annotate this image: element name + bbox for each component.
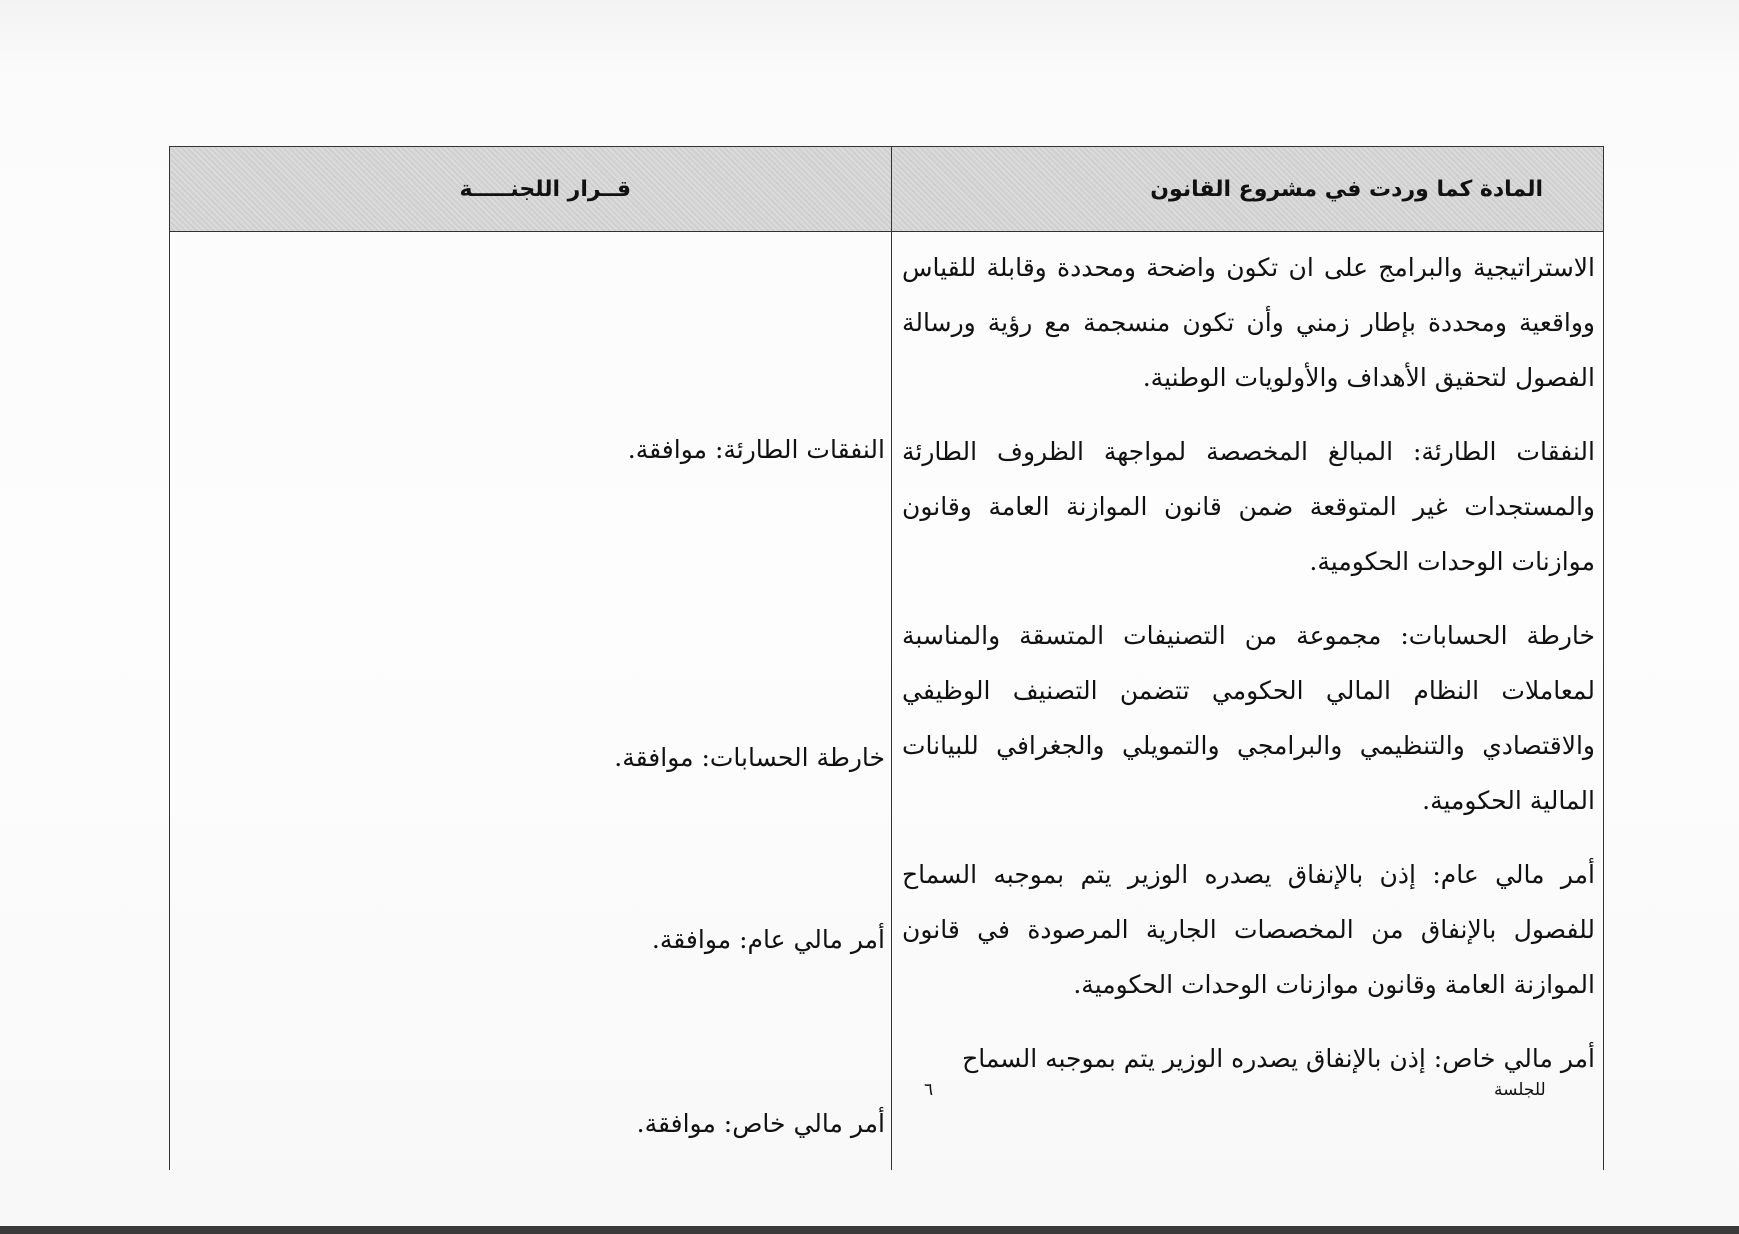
article-paragraph: أمر مالي خاص: إذن بالإنفاق يصدره الوزير يتم بموجبه السماح xyxy=(962,1044,1595,1073)
article-cell xyxy=(892,232,1604,1171)
decision-cell xyxy=(170,232,892,1171)
decision-entry: النفقات الطارئة: موافقة. xyxy=(627,435,885,464)
article-column-header: المادة كما وردت في مشروع القانون xyxy=(892,147,1604,232)
decision-entry: أمر مالي عام: موافقة. xyxy=(651,925,885,954)
scan-edge xyxy=(0,1226,1739,1234)
comparison-table xyxy=(169,146,1604,1170)
decision-column-header: قــرار اللجنـــــة xyxy=(170,147,892,232)
page-number: ٦ xyxy=(924,1080,934,1100)
article-paragraph: الاستراتيجية والبرامج على ان تكون واضحة ومحددة وقابلة للقياس وواقعية ومحددة بإطار زمني وأن تكون منسجمة مع رؤية ورسالة الفصول لتحقيق الأهداف والأولويات الوطنية. xyxy=(902,253,1595,392)
table-header-row xyxy=(170,147,1604,232)
decision-entry: خارطة الحسابات: موافقة. xyxy=(614,743,885,772)
article-paragraph: النفقات الطارئة: المبالغ المخصصة لمواجهة الظروف الطارئة والمستجدات غير المتوقعة ضمن قانون الموازنة العامة وقانون موازنات الوحدات الحكومية. xyxy=(902,437,1595,576)
article-paragraph: خارطة الحسابات: مجموعة من التصنيفات المتسقة والمناسبة لمعاملات النظام المالي الحكومي تتضمن التصنيف الوظيفي والاقتصادي والتنظيمي والبرامجي والتمويلي والجغرافي للبيانات المالية الحكومية. xyxy=(902,621,1595,815)
table-body-row xyxy=(170,232,1604,1171)
footer-note: للجلسة xyxy=(1494,1080,1546,1100)
decision-entry: أمر مالي خاص: موافقة. xyxy=(636,1109,885,1138)
article-paragraph: أمر مالي عام: إذن بالإنفاق يصدره الوزير يتم بموجبه السماح للفصول بالإنفاق من المخصصات الجارية المرصودة في قانون الموازنة العامة وقانون موازنات الوحدات الحكومية. xyxy=(902,860,1595,999)
